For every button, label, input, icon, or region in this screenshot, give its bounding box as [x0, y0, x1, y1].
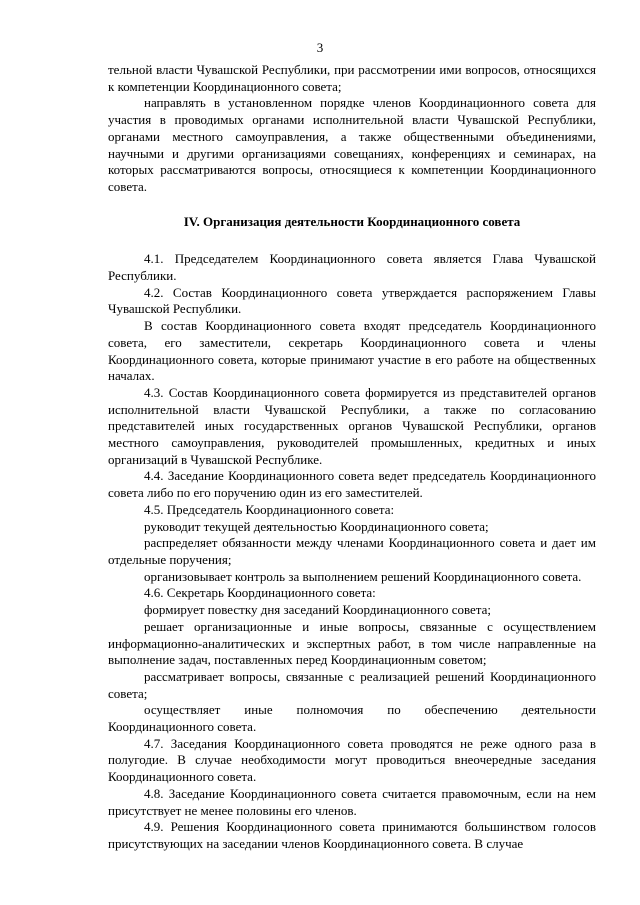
paragraph: организовывает контроль за выполнением решений Координационного совета.: [144, 568, 582, 584]
section-heading: IV. Организация деятельности Координационного совета: [183, 213, 521, 229]
paragraph: 4.2. Состав Координационного совета утверждается распоряжением Главы Чувашской Республики.: [108, 284, 596, 317]
paragraph: 4.9. Решения Координационного совета принимаются большинством голосов присутствующих на заседании членов Координационного совета. В случае: [108, 819, 596, 851]
paragraph: формирует повестку дня заседаний Координационного совета;: [144, 602, 492, 618]
paragraph: В состав Координационного совета входят председатель Координационного совета, его заместители, секретарь Координационного совета и члены Координационного совета, которые принимают участие в его работе на общественных началах.: [108, 318, 596, 384]
paragraph: 4.3. Состав Координационного совета формируется из представителей органов исполнительной власти Чувашской Республики, а также по согласованию представителей иных государственных органов Чувашской Республики, органов местного самоуправления, руководителей промышленных, кредитных и иных организаций в Чувашской Республике.: [108, 384, 596, 467]
paragraph: 4.5. Председатель Координационного совета:: [144, 501, 395, 517]
paragraph: 4.1. Председателем Координационного совета является Глава Чувашской Республики.: [108, 251, 596, 284]
document-body: [108, 62, 596, 853]
paragraph: руководит текущей деятельностью Координационного совета;: [144, 518, 489, 534]
paragraph: направлять в установленном порядке членов Координационного совета для участия в проводимых органами исполнительной власти Чувашской Республики, органами местного самоуправления, а также общественными объединениями, научными и другими организациями совещаниях, конференциях и семинарах, на которых рассматриваются вопросы, относящиеся к компетенции Координационного совета.: [108, 95, 596, 194]
paragraph: 4.4. Заседание Координационного совета ведет председатель Координационного совета либо по его поручению один из его заместителей.: [108, 468, 596, 501]
page-number: 3: [316, 40, 324, 55]
paragraph: осуществляет иные полномочия по обеспечению деятельности Координационного совета.: [108, 702, 596, 735]
paragraph: решает организационные и иные вопросы, связанные с осуществлением информационно-аналитических и экспертных работ, в том числе направленные на выполнение задач, поставленных перед Координационным советом;: [108, 618, 596, 668]
paragraph: 4.6. Секретарь Координационного совета:: [144, 585, 376, 601]
paragraph: рассматривает вопросы, связанные с реализацией решений Координационного совета;: [108, 668, 596, 701]
paragraph: 4.8. Заседание Координационного совета считается правомочным, если на нем присутствует не менее половины его членов.: [108, 785, 596, 818]
paragraph: распределяет обязанности между членами Координационного совета и дает им отдельные поручения;: [108, 535, 596, 567]
paragraph: тельной власти Чувашской Республики, при рассмотрении ими вопросов, относящихся к компетенции Координационного совета;: [108, 62, 596, 94]
paragraph: 4.7. Заседания Координационного совета проводятся не реже одного раза в полугодие. В случае необходимости могут проводиться внеочередные заседания Координационного совета.: [108, 735, 596, 785]
